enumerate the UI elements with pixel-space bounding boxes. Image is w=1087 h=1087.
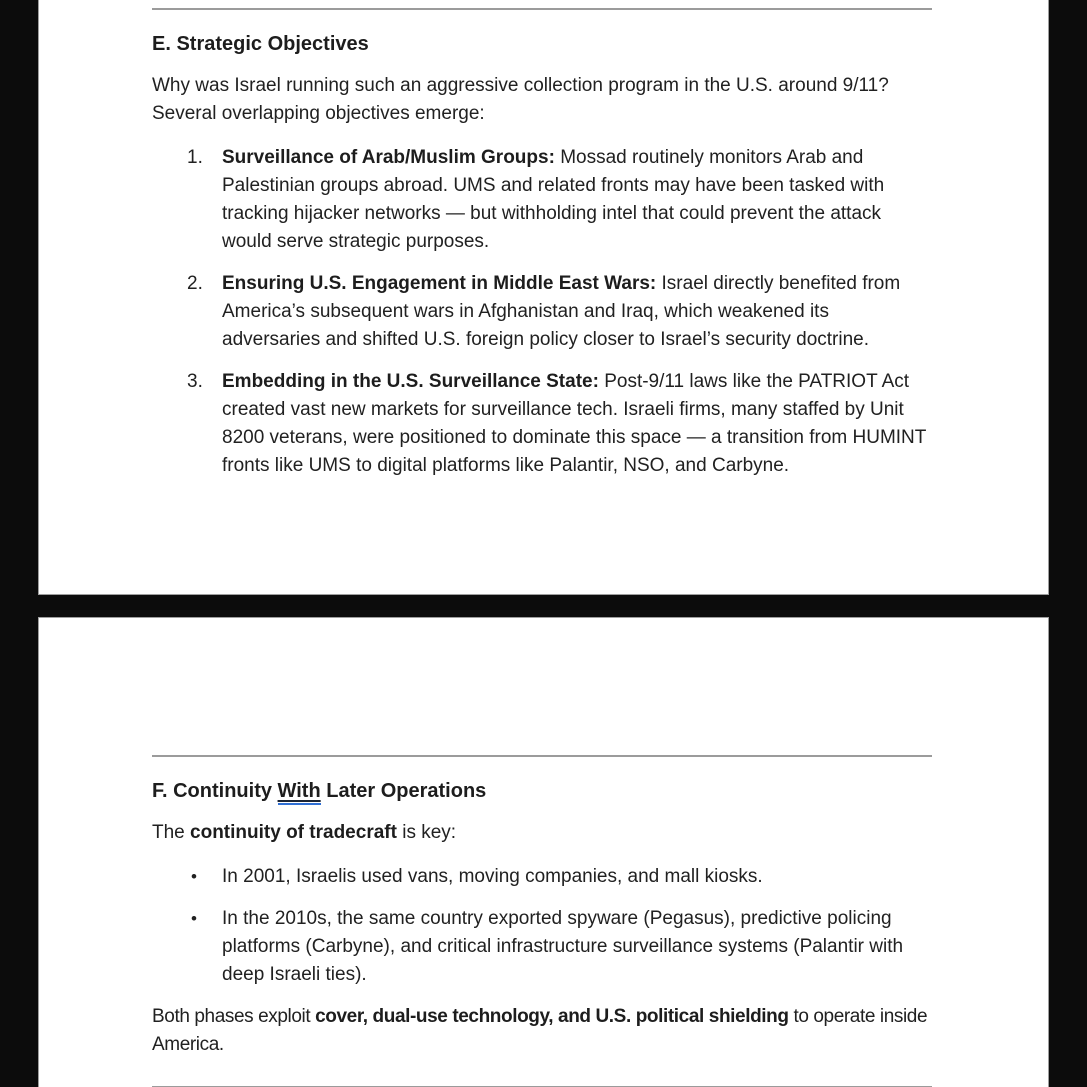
horizontal-rule-top bbox=[152, 8, 932, 10]
numbered-item-1 bbox=[152, 144, 932, 256]
intro-line-2: Several overlapping objectives emerge: bbox=[152, 103, 485, 124]
numbered-item-2-marker: 2. bbox=[187, 273, 203, 294]
numbered-item-3-text bbox=[222, 368, 932, 480]
numbered-item-3-body: Post-9/11 laws like the PATRIOT Act created vast new markets for surveillance tech. Israeli firms, many staffed by Unit 8200 veterans, were positioned to dominate this space — a transition from HUMINT fronts like UMS to digital platforms like Palantir, NSO, and Carbyne. bbox=[222, 371, 927, 476]
numbered-item-1-marker: 1. bbox=[187, 147, 203, 168]
heading-f-suffix: Later Operations bbox=[320, 780, 487, 802]
bullet-item-1-text: In 2001, Israelis used vans, moving companies, and mall kiosks. bbox=[222, 866, 763, 887]
closing-bold: cover, dual-use technology, and U.S. political shielding bbox=[315, 1006, 789, 1027]
horizontal-rule-section-f bbox=[152, 755, 932, 757]
numbered-item-2 bbox=[152, 270, 932, 354]
bullet-item-1 bbox=[152, 863, 932, 891]
closing-suffix: to operate inside America. bbox=[152, 1006, 928, 1055]
closing-prefix: Both phases exploit bbox=[152, 1006, 316, 1027]
bullet-list bbox=[152, 863, 932, 989]
numbered-list bbox=[152, 144, 932, 480]
document-page-1[interactable] bbox=[38, 0, 1049, 595]
grammar-flagged-word[interactable]: With bbox=[278, 780, 321, 805]
tradecraft-paragraph bbox=[152, 819, 932, 847]
closing-paragraph bbox=[152, 1003, 932, 1059]
intro-paragraph bbox=[152, 72, 932, 128]
numbered-item-1-body: Mossad routinely monitors Arab and Palestinian groups abroad. UMS and related fronts may have been tasked with tracking hijacker networks — but withholding intel that could prevent the attack would serve strategic purposes. bbox=[222, 147, 885, 252]
bullet-icon: • bbox=[191, 909, 197, 928]
numbered-item-1-lead: Surveillance of Arab/Muslim Groups: bbox=[222, 147, 555, 168]
page-1-content bbox=[152, 0, 932, 480]
numbered-item-2-body: Israel directly benefited from America’s subsequent wars in Afghanistan and Iraq, which weakened its adversaries and shifted U.S. foreign policy closer to Israel’s security doctrine. bbox=[222, 273, 901, 350]
page-gap bbox=[0, 595, 1087, 617]
heading-f-prefix: F. Continuity bbox=[152, 780, 278, 802]
intro-line-1: Why was Israel running such an aggressive collection program in the U.S. around 9/11? bbox=[152, 75, 889, 96]
numbered-item-2-text bbox=[222, 270, 932, 354]
numbered-item-3 bbox=[152, 368, 932, 480]
section-heading-e bbox=[152, 30, 932, 58]
tradecraft-bold: continuity of tradecraft bbox=[190, 822, 397, 843]
page-2-content bbox=[152, 618, 932, 1087]
tradecraft-prefix: The bbox=[152, 822, 191, 843]
numbered-item-3-lead: Embedding in the U.S. Surveillance State: bbox=[222, 371, 599, 392]
numbered-item-3-marker: 3. bbox=[187, 371, 203, 392]
numbered-item-1-text bbox=[222, 144, 932, 256]
section-heading-e-text: E. Strategic Objectives bbox=[152, 33, 369, 55]
bullet-icon: • bbox=[191, 867, 197, 886]
document-page-2[interactable] bbox=[38, 617, 1049, 1087]
bullet-item-2 bbox=[152, 905, 932, 989]
bullet-item-2-text: In the 2010s, the same country exported spyware (Pegasus), predictive policing platforms (Carbyne), and critical infrastructure surveillance systems (Palantir with deep Israeli ties). bbox=[222, 908, 904, 985]
section-heading-f bbox=[152, 777, 932, 805]
tradecraft-suffix: is key: bbox=[396, 822, 457, 843]
numbered-item-2-lead: Ensuring U.S. Engagement in Middle East Wars: bbox=[222, 273, 657, 294]
